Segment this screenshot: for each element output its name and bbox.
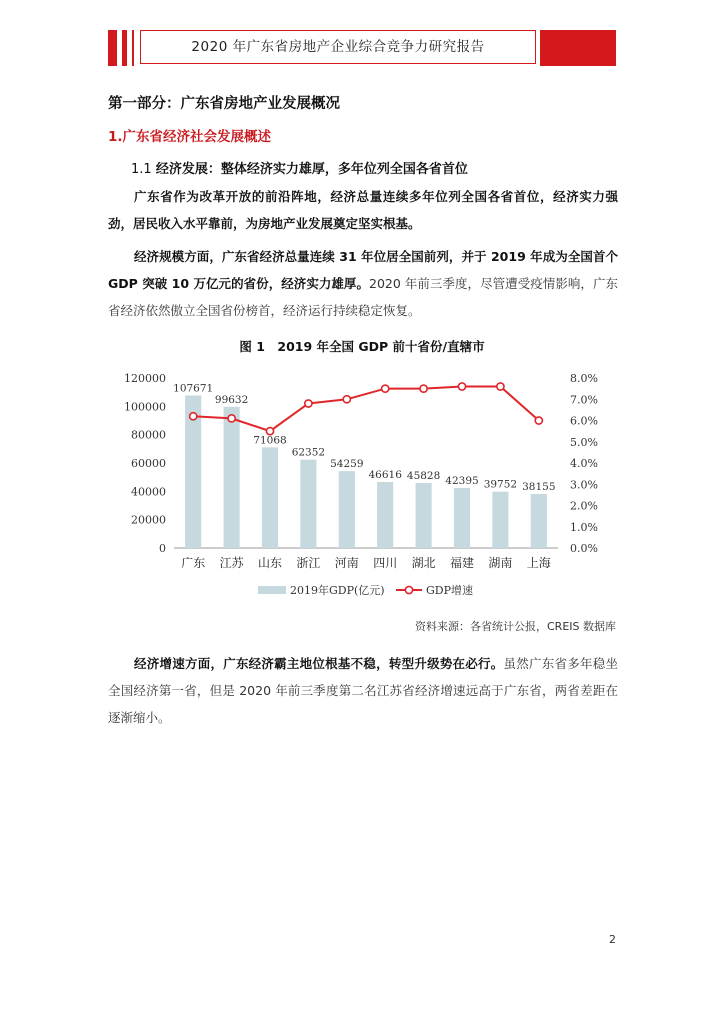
legend-line-label: GDP增速 [426,584,474,597]
growth-rate-point [266,428,273,435]
figure-title: 图 1 2019 年全国 GDP 前十省份/直辖市 [239,339,485,354]
y-right-tick-label: 6.0% [570,414,598,428]
subsection-label: 经济发展：整体经济实力雄厚，多年位列全国各省首位 [155,162,468,177]
paragraph-3-bold: 经济增速方面，广东经济霸主地位根基不稳，转型升级势在必行。 [134,656,504,671]
header-accent-bar [132,30,134,66]
gdp-bar [224,407,240,548]
growth-rate-point [497,383,504,390]
gdp-bar [416,483,432,548]
gdp-bar-data-label: 42395 [445,474,479,487]
gdp-chart [108,362,618,612]
legend-line-marker [405,586,412,593]
subsection-title [131,158,468,177]
x-tick-label: 四川 [373,556,398,570]
x-tick-label: 湖南 [488,556,513,570]
x-tick-label: 河南 [334,556,359,570]
y-left-tick-label: 100000 [124,400,166,414]
page-number: 2 [609,933,616,946]
paragraph-2-bold: 经济规模方面，广东省经济总量连续 31 年位居全国前列，并于 2019 年成为全国首个 GDP 突破 10 万亿元的省份，经济实力雄厚。 [108,249,618,291]
x-tick-label: 江苏 [219,556,244,570]
header-accent-block [540,30,616,66]
growth-rate-point [382,385,389,392]
gdp-bar [492,492,508,548]
growth-rate-point [343,396,350,403]
y-right-tick-label: 7.0% [570,393,598,407]
header-accent-bar [122,30,127,66]
gdp-bar [454,488,470,548]
growth-rate-point [228,415,235,422]
gdp-bar [339,471,355,548]
paragraph-2 [108,243,618,324]
legend-bar-label: 2019年GDP(亿元) [290,584,385,597]
gdp-bar [531,494,547,548]
figure-source: 资料来源：各省统计公报，CREIS 数据库 [415,620,616,633]
y-right-tick-label: 4.0% [570,457,598,470]
growth-rate-point [190,413,197,420]
growth-rate-point [305,400,312,407]
y-right-tick-label: 1.0% [570,520,598,534]
gdp-bar [300,460,316,548]
x-tick-label: 山东 [257,556,283,570]
gdp-bar-data-label: 107671 [173,382,214,395]
subsection-number: 1.1 [131,162,152,177]
page-header [108,30,616,66]
part-title: 第一部分：广东省房地产业发展概况 [108,96,340,112]
gdp-bar-data-label: 54259 [330,458,364,471]
y-right-tick-label: 8.0% [570,372,598,385]
gdp-bar [262,447,278,548]
gdp-bar-data-label: 71068 [253,434,287,447]
header-accent-bar [108,30,117,66]
y-left-tick-label: 80000 [131,428,166,442]
y-right-tick-label: 2.0% [570,499,598,513]
paragraph-1-bold: 广东省作为改革开放的前沿阵地，经济总量连续多年位列全国各省首位，经济实力强劲，居民收入水平靠前，为房地产业发展奠定坚实根基。 [108,189,618,231]
section-title: 1.广东省经济社会发展概述 [108,129,272,145]
x-tick-label: 浙江 [296,556,321,570]
gdp-bar-data-label: 46616 [368,468,402,481]
gdp-bar-data-label: 39752 [483,478,518,491]
gdp-bar [377,482,393,548]
legend-bar-swatch [258,586,286,594]
gdp-bar-data-label: 45828 [406,470,441,483]
y-right-tick-label: 5.0% [570,435,598,449]
x-tick-label: 湖北 [411,556,436,570]
y-left-tick-label: 120000 [124,372,166,385]
y-left-tick-label: 40000 [131,485,166,499]
growth-rate-point [535,417,542,424]
paragraph-3 [108,650,618,731]
y-left-tick-label: 0 [159,542,166,555]
gdp-bar-data-label: 62352 [291,446,326,459]
growth-rate-point [420,385,427,392]
header-title: 2020 年广东省房地产企业综合竞争力研究报告 [140,30,536,64]
x-tick-label: 广东 [181,556,206,570]
y-left-tick-label: 60000 [131,457,166,470]
gdp-bar-data-label: 38155 [522,480,556,493]
x-tick-label: 福建 [449,556,475,570]
x-tick-label: 上海 [526,556,551,570]
y-right-tick-label: 3.0% [570,478,598,492]
y-left-tick-label: 20000 [131,513,166,527]
gdp-bar-data-label: 99632 [214,393,249,406]
paragraph-1 [108,183,618,237]
growth-rate-point [458,383,465,390]
paragraph-2-text: 2020 年前三季度，尽管遭受疫情影响，广东省经济依然傲立全国省份榜首，经济运行持续稳定恢复。 [108,276,618,318]
paragraph-3-text: 虽然广东省多年稳坐全国经济第一省，但是 2020 年前三季度第二名江苏省经济增速远高于广东省，两省差距在逐渐缩小。 [108,656,618,725]
y-right-tick-label: 0.0% [570,542,598,555]
